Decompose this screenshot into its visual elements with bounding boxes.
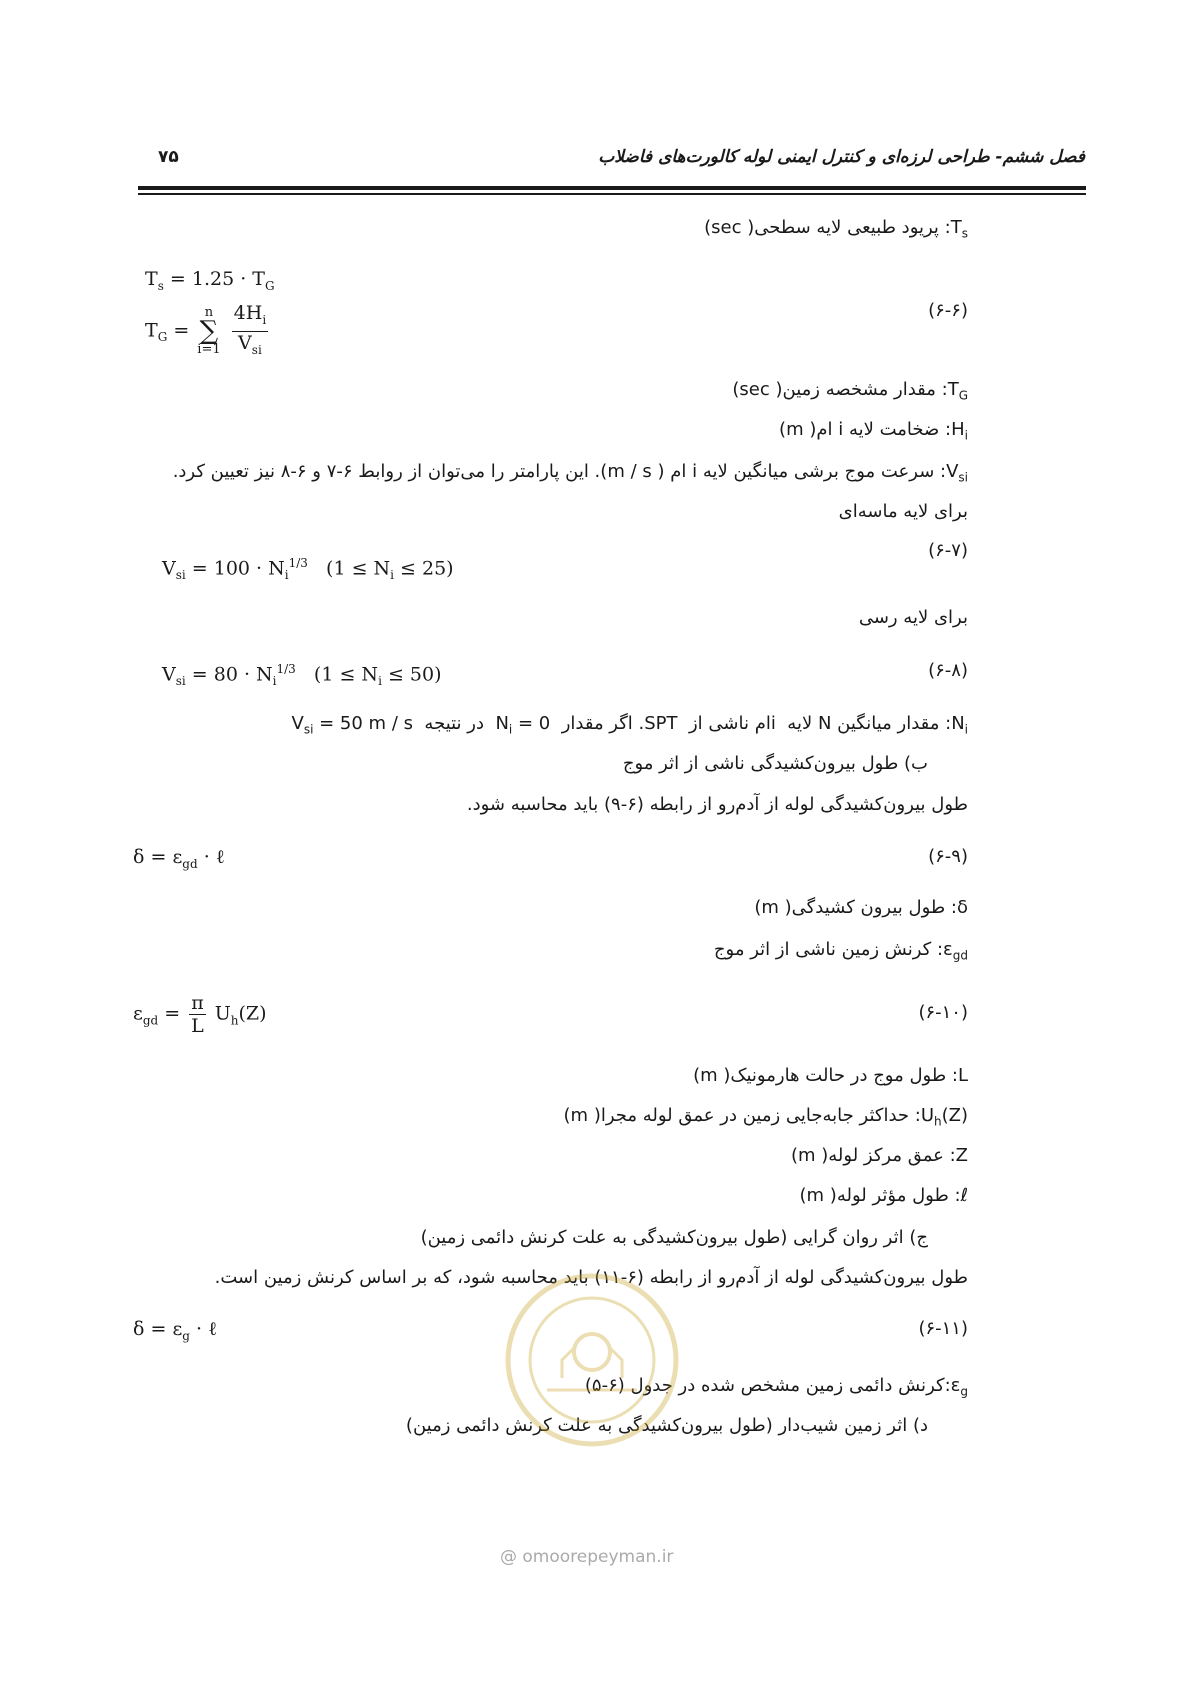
ni-text: : مقدار میانگین N لایه iام ناشی از SPT. اگر مقدار $N_i = 0$ در نتیجه $V_{si} = 50$ m / s [291, 713, 952, 737]
equation-delta-wave: $\delta = \varepsilon_{gd}$ · ℓ [133, 846, 225, 871]
header-rule-thick [138, 186, 1086, 190]
clay-layer-label: برای لایه رسی [858, 607, 968, 628]
ell-definition: ℓ: طول مؤثر لوله( m) [799, 1185, 968, 1206]
uh-symbol: $U_h(Z)$ [920, 1105, 968, 1129]
vsi-symbol: $V_{si}$ [946, 461, 968, 485]
fraction-pi-l: $\frac{\pi}{L}$ [191, 992, 204, 1037]
vsi-text: : سرعت موج برشی میانگین لایه i ام ( m / s). این پارامتر را می‌توان از روابط ۶-۷ و ۶-۸ نیز تعیین کرد. [172, 461, 947, 482]
equation-number-6-7: (۶-۷) [928, 540, 968, 561]
tg-symbol: $T_G$ [947, 379, 968, 403]
chapter-title: فصل ششم- طراحی لرزه‌ای و کنترل ایمنی لوله کالورت‌های فاضلاب [598, 147, 1085, 167]
equation-delta-liquefaction: $\delta = \varepsilon_g$ · ℓ [133, 1318, 218, 1343]
uh-text: : حداکثر جابه‌جایی زمین در عمق لوله مجرا( m) [563, 1105, 921, 1126]
sum-symbol: n ∑ i=1 [197, 305, 221, 358]
header-rule-thin [138, 193, 1086, 195]
section-c-heading: ج) اثر روان گرایی (طول بیرون‌کشیدگی به علت کرنش دائمی زمین) [420, 1227, 928, 1248]
equation-tg: $T_G = n$ ∑ i=1 $\frac{4H_i}{V_{si}}$ [145, 302, 271, 361]
watermark-logo [492, 1260, 692, 1460]
equation-vsi-clay: $V_{si} = 80 \cdot N_i^{1/3}$ $(1 \le N_i \le 50)$ [162, 662, 442, 689]
equation-number-6-9: (۶-۹) [928, 846, 968, 867]
page-number: ۷۵ [158, 147, 179, 167]
equation-ts: $T_s = 1.25 \cdot T_G$ [145, 268, 275, 293]
l-definition: L: طول موج در حالت هارمونیک( m) [693, 1065, 968, 1086]
equation-number-6-10: (۶-۱۰) [918, 1002, 968, 1023]
ts-definition [704, 216, 968, 246]
section-b-text: طول بیرون‌کشیدگی لوله از آدم‌رو از رابطه (۶-۹) باید محاسبه شود. [466, 794, 968, 815]
egd-definition [714, 938, 968, 968]
ts-symbol: $T_s$ [950, 217, 968, 241]
tg-definition [732, 378, 968, 408]
equation-number-6-11: (۶-۱۱) [918, 1318, 968, 1339]
equation-vsi-sand: $V_{si} = 100 \cdot N_i^{1/3}$ $(1 \le N_i \le 25)$ [162, 556, 454, 583]
section-c-text: طول بیرون‌کشیدگی لوله از آدم‌رو از رابطه (۶-۱۱) باید محاسبه شود، که بر اساس کرنش زمین است. [214, 1267, 968, 1288]
egd-text: : کرنش زمین ناشی از اثر موج [713, 939, 944, 960]
hi-definition [779, 418, 968, 448]
hi-symbol: $H_i$ [951, 419, 968, 443]
section-d-heading: د) اثر زمین شیب‌دار (طول بیرون‌کشیدگی به علت کرنش دائمی زمین) [405, 1415, 928, 1436]
fraction-4hi-vsi: $\frac{4H_i}{V_{si}}$ [233, 302, 267, 357]
delta-definition: δ: طول بیرون کشیدگی( m) [754, 897, 968, 918]
equation-number-6-6: (۶-۶) [928, 300, 968, 321]
eg-symbol: $\varepsilon_g$ [950, 1375, 968, 1399]
ts-text: : پریود طبیعی لایه سطحی( sec) [704, 217, 951, 238]
sand-layer-label: برای لایه ماسه‌ای [838, 501, 968, 522]
watermark-url-text: omoorepeyman.ir [522, 1547, 674, 1567]
watermark-url: @ omoorepeyman.ir [500, 1547, 674, 1567]
tg-text: : مقدار مشخصه زمین( sec) [732, 379, 948, 400]
z-definition: Z: عمق مرکز لوله( m) [790, 1145, 968, 1166]
eg-text: :کرنش دائمی زمین مشخص شده در جدول (۶-۵) [584, 1375, 951, 1396]
section-b-heading: ب) طول بیرون‌کشیدگی ناشی از اثر موج [622, 753, 928, 774]
equation-number-6-8: (۶-۸) [928, 660, 968, 681]
uh-definition [564, 1104, 968, 1134]
equation-egd: $\varepsilon_{gd}$ = $\frac{\pi}{L}$ $U_h(Z)$ [133, 992, 267, 1037]
ni-definition [291, 712, 968, 742]
egd-symbol: $\varepsilon_{gd}$ [943, 939, 968, 963]
vsi-definition [173, 460, 968, 490]
hi-text: : ضخامت لایه i ام( m) [779, 419, 952, 440]
ni-symbol: $N_i$ [951, 713, 968, 737]
